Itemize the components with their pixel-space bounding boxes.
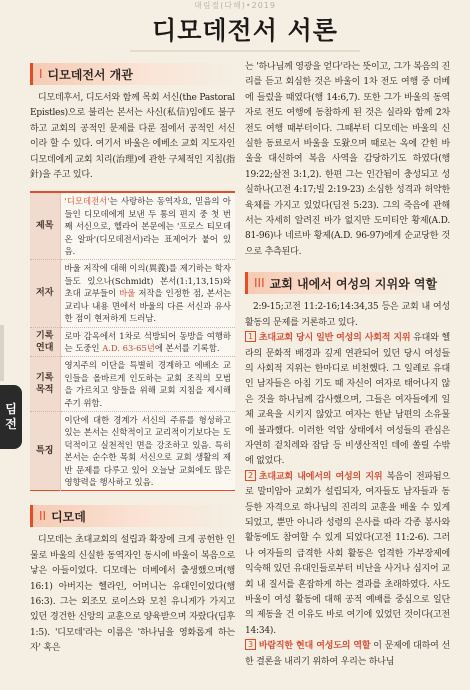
- info-table-row: [30, 357, 235, 412]
- point-text: 복음이 전파됨으로 말미암아 교회가 설립되자, 여자들도 남자들과 동등한 자격으로 하나님의 진리의 교훈을 배울 수 있게 되었고, 뿐만 아니라 성령의 은사를 따라 각종 봉사와 활동에도 참여할 수 있게 되었다(고전 11:2-6). 그러나 여자들의 급격한 사회 활동은 엄격한 가부장제에 익숙해 있던 유대인들로부터 비난을 사거나 심지어 교회 내 질서를 혼잡하게 하는 결과를 초래하였다. 사도 바울이 여성 활동에 대해 공적 예배를 중심으로 일단의 제동을 건 이유도 바로 여기에 있었던 것이다(고전 14:34).: [245, 471, 450, 636]
- info-highlight: A.D. 63-65년: [102, 342, 155, 353]
- info-table-row: [30, 192, 235, 260]
- info-table-key: 기록 목적: [30, 357, 60, 412]
- info-table-key: 특징: [30, 411, 60, 490]
- section-heading-overview: [30, 63, 235, 85]
- timothy-paragraph-continued: 는 '하나님께 영광을 얻다'라는 뜻이고, 그가 복음의 진리를 듣고 회심한 것은 바울이 1차 전도 여행 중 더베에 들렀을 때였다(행 14:6,7). 또한 그가 바울의 동역자로 전도 여행에 동참하게 된 것은 실라와 함께 2차 전도 여행 때부터이다. 그때부터 디모데는 바울의 신실한 동료로서 바울을 도왔으며 때로는 옥에 갇힌 바울을 대신하여 복음 사역을 감당하기도 하였다(행 19:22;살전 3:1,2). 한편 그는 인간됨이 충성되고 성실하나(고전 4:17;빌 2:19-23) 소심한 성격과 허약한 육체를 가지고 있었다(딤전 5:23). 그의 죽음에 관해서는 자세히 알려진 바가 없지만 도미티안 황제(A.D. 81-96)나 네르바 황제(A.D. 96-97)에게 순교당한 것으로 추측된다.: [245, 62, 450, 257]
- point-number-badge: 1: [245, 331, 256, 342]
- section-title: 교회 내에서 여성의 지위와 역할: [269, 276, 438, 291]
- running-head: 대림절(다해)•2019: [194, 1, 276, 10]
- point-text: 이 문제에 대하여 선한 결론을 내리기 위하여 우리는 하나님: [245, 641, 450, 667]
- section-heading-timothy: [30, 505, 235, 527]
- section-title: 디모데전서 개관: [47, 67, 133, 82]
- women-points-list: [245, 331, 450, 670]
- info-table-value: [60, 327, 235, 357]
- info-table-row: [30, 260, 235, 327]
- book-info-table: [30, 191, 235, 491]
- info-text: 바울 저작에 대해 이의(異義)를 제기하는 학자들도 있으나(Schmidt) 본서(1:1,13,15)와 초대 교부들이: [64, 263, 231, 299]
- overview-paragraph: 디모데후서, 디도서와 함께 목회 서신(the Pastoral Epistles)으로 불리는 본서는 사신(私信)임에도 불구하고 교회의 공적인 문제를 다룬 점에서 공적인 서신이라 할 수 있다. 여기서 바울은 에베소 교회 지도자인 디모데에게 교회 치리(治理)에 관한 구체적인 지침(指針)을 주고 있다.: [30, 93, 235, 181]
- info-table-value: [60, 260, 235, 327]
- women-point: [245, 331, 450, 470]
- info-text: 로마 감옥에서 1차로 석방되어 동방을 여행하는 도중인: [64, 330, 231, 353]
- women-intro-paragraph: 2:9-15;고전 11:2-16;14:34,35 등은 교회 내 여성 활동의 문제를 거론하고 있다.: [245, 302, 450, 328]
- section-heading-women: [245, 272, 450, 294]
- page-title: 디모데전서 서론: [152, 16, 338, 45]
- left-column: [30, 63, 235, 657]
- section-number: II: [39, 509, 47, 524]
- point-number-badge: 3: [245, 639, 256, 650]
- point-title: 초대교회 내에서의 여성의 지위: [258, 471, 383, 482]
- info-text: 에 본서를 기록함.: [154, 342, 220, 353]
- info-text: 영지주의 이단을 특별히 경계하고 에베소 교인들을 올바르게 인도하는 교회 조직의 모범을 가르치고 양들을 위해 교회 지침을 제시해 주기 위함.: [64, 360, 231, 408]
- point-text: 유대와 헬라의 문화적 배경과 깊게 연관되어 있던 당시 여성들의 사회적 지위는 한마디로 비천했다. 그 일례로 유대인 남자들은 아침 기도 때 자신이 여자로 태어나지 않은 것을 하나님께 감사했으며, 그들은 여자들에게 일체 교육을 시키지 않았고 여자는 한낱 남편의 소유물에 불과했다. 이러한 억압 상태에서 여성들의 관심은 자연히 겉치레와 잡담 등 비생산적인 데에 쏠릴 수밖에 없었다.: [245, 333, 450, 467]
- info-table-row: [30, 327, 235, 357]
- title-rule: [130, 50, 360, 52]
- info-highlight: 바울: [119, 288, 136, 299]
- section-title: 디모데: [51, 509, 86, 524]
- info-table-value: [60, 192, 235, 260]
- info-text: 는 사랑하는 동역자요, 믿음의 아들인 디모데에게 보낸 두 통의 편지 중 첫 번째 서신으로, 헬라어 본문에는 '프로스 티모데온 알파'(디모데전서)라는 표제어가 붙어 있음.: [64, 196, 231, 257]
- women-point: [245, 470, 450, 639]
- section-number: I: [39, 67, 43, 81]
- women-point: [245, 639, 450, 670]
- book-side-tab[interactable]: [0, 385, 22, 449]
- point-number-badge: 2: [245, 470, 256, 481]
- point-title: 초대교회 당시 일반 여성의 사회적 지위: [258, 333, 411, 344]
- book-side-tab-label: 딤전: [5, 402, 17, 431]
- info-text: 저작을 인정한 점, 본서는 교리나 내용 면에서 바울의 다른 서신과 유사한 점이 현저하게 드러남.: [64, 288, 231, 324]
- right-column: [245, 60, 450, 670]
- info-table-value: [60, 357, 235, 412]
- section-number: III: [254, 276, 265, 291]
- timothy-paragraph: 디모데는 초대교회의 설립과 확장에 크게 공헌한 인물로 바울의 신실한 동역자인 동시에 바울이 복음으로 낳은 아들이었다. 디모데는 더베에서 출생했으며(행 16:1) 아버지는 헬라인, 어머니는 유대인이었다(행 16:3). 그는 외조모 로이스와 모친 유니게가 가지고 있던 경건한 신앙의 교훈으로 양육받으며 자랐다(딤후 1:5). '디모데'라는 이름은 '하나님을 영화롭게 하는 자' 혹은: [30, 535, 235, 654]
- info-highlight: '디모데전서': [64, 196, 110, 207]
- info-table-key: 기록 연대: [30, 327, 60, 357]
- point-title: 바람직한 현대 여성도의 역할: [258, 641, 371, 652]
- info-table-key: 저자: [30, 260, 60, 327]
- info-text: 이단에 대한 경계가 서신의 주류를 형성하고 있는 본서는 신학적이고 교리적이기보다는 도덕적이고 실천적인 면을 강조하고 있음. 특히 본서는 순수한 목회 서신으로 교회 생활의 제반 문제를 다루고 있어 오늘날 교회에도 많은 영향력을 행사하고 있음.: [64, 414, 231, 487]
- info-table-row: [30, 411, 235, 490]
- info-table-key: 제목: [30, 192, 60, 260]
- info-table-value: [60, 411, 235, 490]
